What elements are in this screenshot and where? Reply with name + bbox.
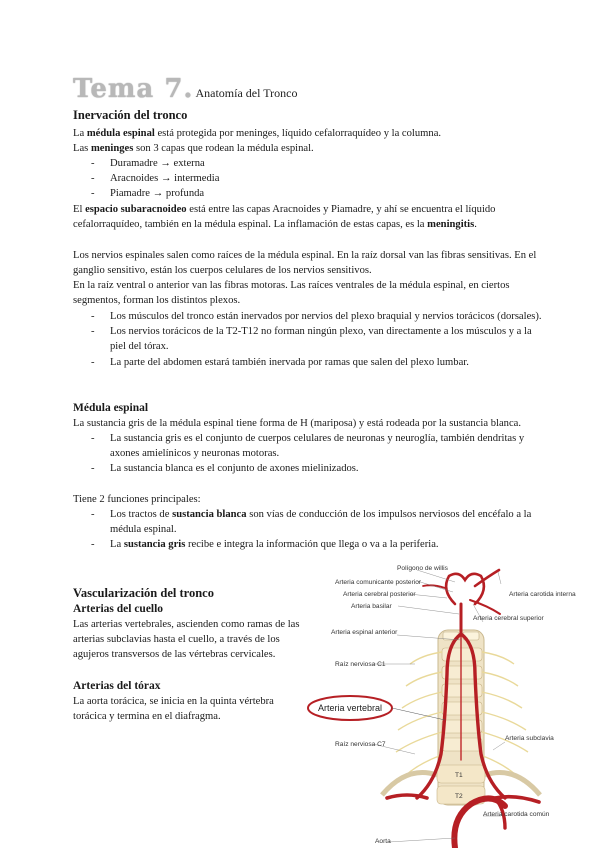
paragraph: Tiene 2 funciones principales:	[73, 494, 201, 505]
list-item: - La sustancia gris es el conjunto de cuerpos celulares de neuronas y neuroglía, también dendritas y axones amielínicos y neuronas motoras.	[91, 431, 543, 461]
label-cerebral-posterior: Arteria cerebral posterior	[343, 591, 416, 598]
list-item: - Duramadre → externa	[91, 156, 543, 171]
label-vertebral: Arteria vertebral	[317, 703, 383, 713]
plexus-list	[91, 309, 543, 370]
label-raiz-c7: Raíz nerviosa C7	[335, 741, 386, 748]
paragraph: Las arterias vertebrales, ascienden como ramas de las arterias subclavias hasta el cuello, a través de los agujeros transversos de las vértebras cervicales.	[73, 619, 300, 661]
list-item: - Los músculos del tronco están inervados por nervios del plexo braquial y nervios torácicos (dorsales).	[91, 309, 543, 324]
paragraph: La aorta torácica, se inicia en la quinta vértebra torácica y termina en el diafragma.	[73, 696, 274, 723]
label-raiz-c1: Raíz nerviosa C1	[335, 661, 386, 668]
label-basilar: Arteria basilar	[351, 603, 392, 610]
label-aorta: Aorta	[375, 838, 391, 845]
label-carotida-comun: Arteria carotida común	[483, 811, 550, 818]
paragraph: La sustancia gris de la médula espinal tiene forma de H (mariposa) y está rodeada por la sustancia blanca.	[73, 418, 521, 429]
list-item: - Los tractos de sustancia blanca son vías de conducción de los impulsos nerviosos del encéfalo a la médula espinal.	[91, 507, 543, 537]
label-carotida-interna: Arteria carotida interna	[509, 591, 576, 598]
paragraph: En la raíz ventral o anterior van las fibras motoras. Las raíces ventrales de la médula espinal, en ciertos segmentos, forman los distintos plexos.	[73, 280, 510, 307]
page-title	[73, 74, 297, 104]
section-heading-inervacion: Inervación del tronco	[73, 108, 188, 122]
list-item: - La parte del abdomen estará también inervada por ramas que salen del plexo lumbar.	[91, 355, 543, 370]
subheading-cuello: Arterias del cuello	[73, 603, 164, 615]
list-item: - La sustancia gris recibe e integra la información que llega o va a la periferia.	[91, 537, 543, 552]
label-espinal: Arteria espinal anterior	[331, 629, 398, 636]
functions-list	[91, 507, 543, 553]
section-heading-vascularizacion: Vascularización del tronco	[73, 586, 214, 600]
paragraph: Las meninges son 3 capas que rodean la médula espinal.	[73, 143, 314, 154]
list-item: - Aracnoides → intermedia	[91, 171, 543, 186]
label-t1: T1	[455, 772, 463, 779]
title-word: Tema 7.	[73, 74, 194, 104]
spinal-arteries-figure	[305, 560, 600, 848]
label-comunicante: Arteria comunicante posterior	[335, 579, 422, 586]
list-item: - La sustancia blanca es el conjunto de axones mielinizados.	[91, 461, 543, 476]
paragraph: La médula espinal está protegida por meninges, líquido cefalorraquídeo y la columna.	[73, 128, 442, 139]
title-subtitle: Anatomía del Tronco	[195, 86, 298, 100]
subheading-torax: Arterias del tórax	[73, 680, 161, 692]
medula-list	[91, 431, 543, 477]
list-item: - Los nervios torácicos de la T2-T12 no forman ningún plexo, van directamente a los músculos y a la piel del tórax.	[91, 324, 543, 354]
paragraph: Los nervios espinales salen como raíces de la médula espinal. En la raíz dorsal van las fibras sensitivas. En el ganglio sensitivo, están los cuerpos celulares de los nervios sensitivos.	[73, 250, 537, 277]
label-t2: T2	[455, 793, 463, 800]
section-heading-medula: Médula espinal	[73, 402, 149, 414]
list-item: - Piamadre → profunda	[91, 186, 543, 201]
meninges-list	[91, 156, 543, 202]
paragraph: El espacio subaracnoideo está entre las capas Aracnoides y Piamadre, y ahí se encuentra el líquido cefalorraquídeo, también en la médula espinal. La inflamación de estas capas, es la meningitis.	[73, 204, 496, 231]
label-cerebral-superior: Arteria cerebral superior	[473, 615, 544, 622]
label-poligono: Polígono de willis	[397, 565, 448, 572]
label-subclavia: Arteria subclavia	[505, 735, 554, 742]
